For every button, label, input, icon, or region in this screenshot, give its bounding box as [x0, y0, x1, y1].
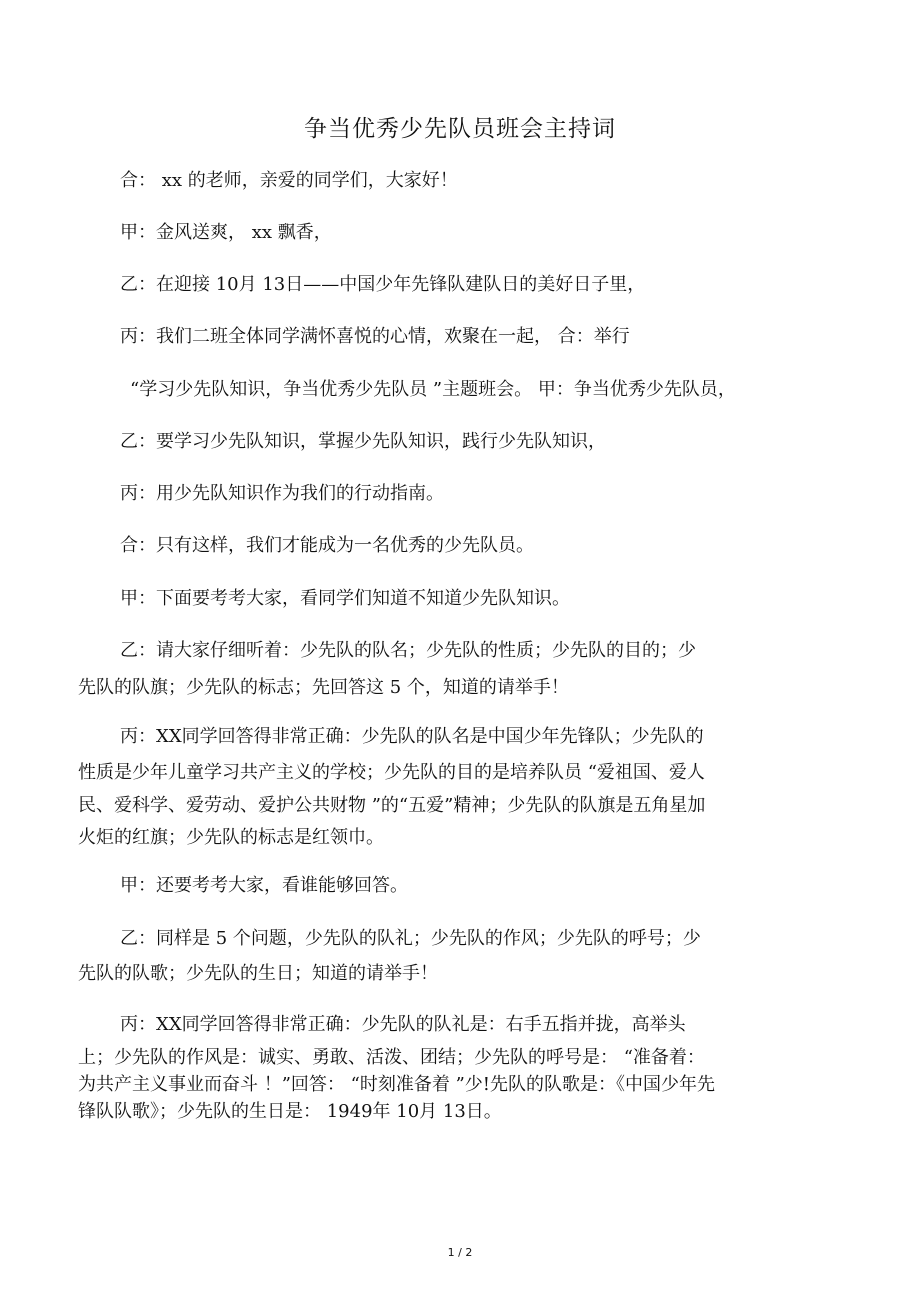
text-line: 合： xx 的老师，亲爱的同学们，大家好！: [120, 170, 458, 191]
text-line: 为共产主义事业而奋斗 ！”回答： “时刻准备着 ”少!先队的队歌是：《中国少年先: [78, 1074, 716, 1095]
page-title: 争当优秀少先队员班会主持词: [304, 116, 616, 142]
text-line: 丙：XX同学回答得非常正确：少先队的队礼是：右手五指并拢，高举头: [120, 1014, 686, 1035]
text-line: 乙：要学习少先队知识，掌握少先队知识，践行少先队知识，: [120, 431, 606, 452]
text-line: 乙：在迎接 10月 13日——中国少年先锋队建队日的美好日子里，: [120, 274, 646, 295]
text-line: 乙：请大家仔细听着：少先队的队名；少先队的性质；少先队的目的；少: [120, 640, 696, 661]
text-line: 火炬的红旗；少先队的标志是红领巾。: [78, 827, 384, 848]
text-line: 丙：用少先队知识作为我们的行动指南。: [120, 483, 444, 504]
text-line: 丙：我们二班全体同学满怀喜悦的心情，欢聚在一起， 合：举行: [120, 326, 630, 347]
text-line: 上；少先队的作风是：诚实、勇敢、活泼、团结；少先队的呼号是： “准备着：: [78, 1047, 705, 1068]
page-number: 1 / 2: [447, 1246, 473, 1259]
text-line: 甲：金风送爽， xx 飘香，: [120, 222, 332, 243]
text-line: 甲：还要考考大家，看谁能够回答。: [120, 875, 408, 896]
text-line: 民、爱科学、爱劳动、爱护公共财物 ”的“五爱”精神；少先队的队旗是五角星加: [78, 795, 706, 816]
text-line: 先队的队旗；少先队的标志；先回答这 5 个，知道的请举手！: [78, 677, 569, 698]
text-line: 甲：下面要考考大家，看同学们知道不知道少先队知识。: [120, 588, 570, 609]
text-line: 乙：同样是 5 个问题，少先队的队礼；少先队的作风；少先队的呼号；少: [120, 928, 701, 949]
text-line: 丙：XX同学回答得非常正确：少先队的队名是中国少年先锋队；少先队的: [120, 726, 704, 747]
text-line: 性质是少年儿童学习共产主义的学校；少先队的目的是培养队员 “爱祖国、爱人: [78, 762, 705, 783]
text-line: 合：只有这样，我们才能成为一名优秀的少先队员。: [120, 535, 534, 556]
text-line: 锋队队歌》；少先队的生日是： 1949年 10月 13日。: [78, 1101, 502, 1122]
text-line: “学习少先队知识，争当优秀少先队员 ”主题班会。 甲：争当优秀少先队员，: [130, 379, 736, 400]
text-line: 先队的队歌；少先队的生日；知道的请举手！: [78, 963, 438, 984]
